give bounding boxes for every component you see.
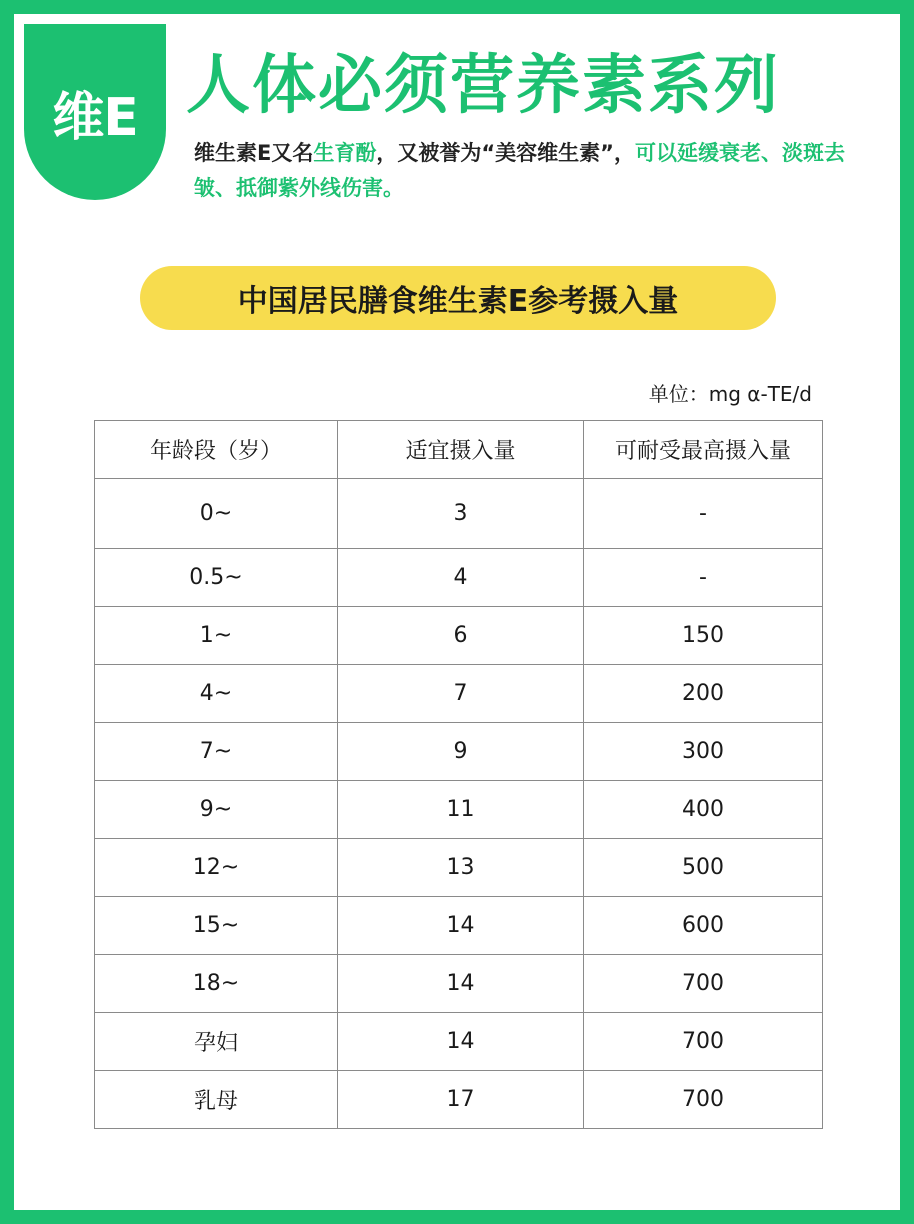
cell-age: 0~ xyxy=(95,479,338,549)
page-title: 人体必须营养素系列 xyxy=(186,49,780,123)
cell-age: 孕妇 xyxy=(95,1013,338,1071)
cell-age: 1~ xyxy=(95,607,338,665)
header-adequate-intake: 适宜摄入量 xyxy=(338,421,584,479)
cell-age: 0.5~ xyxy=(95,549,338,607)
cell-upper: 300 xyxy=(584,723,823,781)
cell-age: 4~ xyxy=(95,665,338,723)
table-row xyxy=(95,955,823,1013)
intro-part-1: 维生素E又名 xyxy=(194,141,314,165)
table-row xyxy=(95,479,823,549)
table-row xyxy=(95,607,823,665)
cell-upper: 600 xyxy=(584,897,823,955)
cell-adequate: 11 xyxy=(338,781,584,839)
cell-adequate: 13 xyxy=(338,839,584,897)
cell-adequate: 6 xyxy=(338,607,584,665)
cell-age: 乳母 xyxy=(95,1071,338,1129)
cell-upper: 150 xyxy=(584,607,823,665)
table-row xyxy=(95,897,823,955)
cell-adequate: 3 xyxy=(338,479,584,549)
cell-upper: 200 xyxy=(584,665,823,723)
table-row xyxy=(95,781,823,839)
cell-upper: - xyxy=(584,549,823,607)
table-row xyxy=(95,723,823,781)
cell-upper: 700 xyxy=(584,955,823,1013)
cell-age: 15~ xyxy=(95,897,338,955)
header-upper-limit: 可耐受最高摄入量 xyxy=(584,421,823,479)
cell-adequate: 9 xyxy=(338,723,584,781)
table-header-row xyxy=(95,421,823,479)
header-age-group: 年龄段（岁） xyxy=(95,421,338,479)
table-row xyxy=(95,839,823,897)
cell-adequate: 17 xyxy=(338,1071,584,1129)
table-row xyxy=(95,549,823,607)
table-row xyxy=(95,1013,823,1071)
cell-adequate: 7 xyxy=(338,665,584,723)
cell-upper: - xyxy=(584,479,823,549)
cell-adequate: 14 xyxy=(338,1013,584,1071)
cell-age: 12~ xyxy=(95,839,338,897)
badge-label: 维E xyxy=(52,87,138,148)
cell-upper: 700 xyxy=(584,1071,823,1129)
intro-text xyxy=(194,136,854,206)
table-title: 中国居民膳食维生素E参考摄入量 xyxy=(237,284,679,319)
cell-age: 7~ xyxy=(95,723,338,781)
intake-table xyxy=(94,420,823,1129)
cell-adequate: 14 xyxy=(338,897,584,955)
vitamin-badge xyxy=(24,24,166,200)
cell-upper: 700 xyxy=(584,1013,823,1071)
intro-part-3: ，又被誉为“美容维生素”， xyxy=(376,141,635,165)
cell-age: 9~ xyxy=(95,781,338,839)
cell-adequate: 4 xyxy=(338,549,584,607)
table-title-pill xyxy=(140,266,776,330)
cell-adequate: 14 xyxy=(338,955,584,1013)
cell-upper: 400 xyxy=(584,781,823,839)
intro-highlight-benefits: 可以延缓衰老、淡斑去皱、抵御紫外线伤害。 xyxy=(194,141,845,200)
table-row xyxy=(95,665,823,723)
table-row xyxy=(95,1071,823,1129)
intro-highlight-tocopherol: 生育酚 xyxy=(313,141,377,165)
cell-age: 18~ xyxy=(95,955,338,1013)
cell-upper: 500 xyxy=(584,839,823,897)
unit-label: 单位：mg α-TE/d xyxy=(648,382,812,406)
